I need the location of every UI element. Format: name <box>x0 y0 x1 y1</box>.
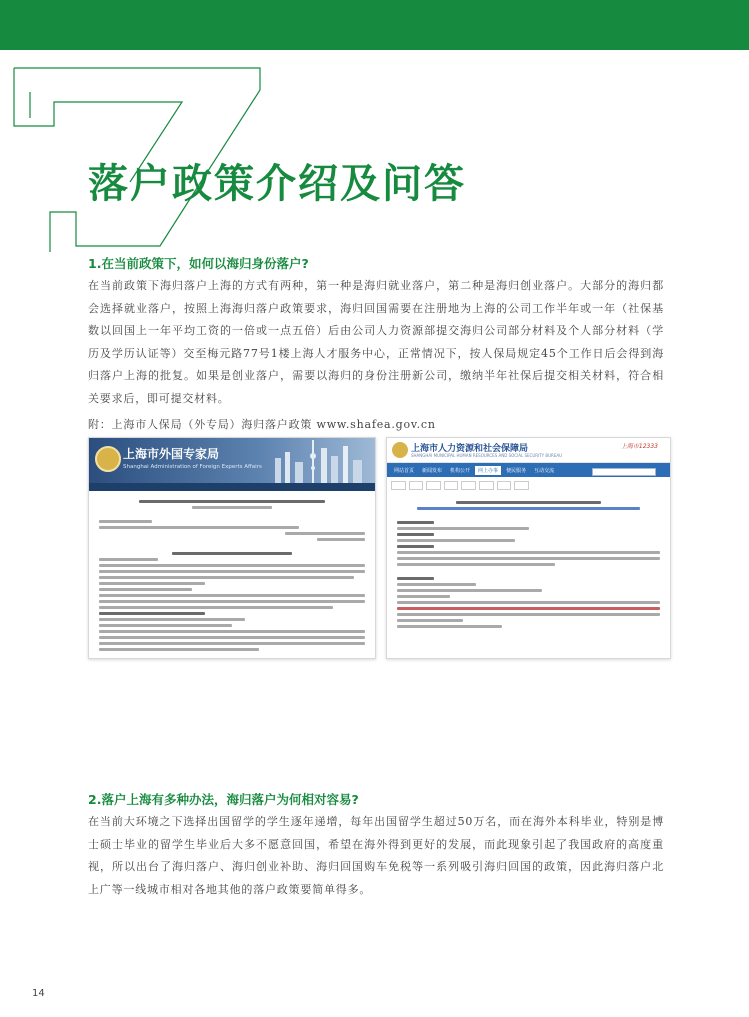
search-button[interactable] <box>657 468 664 476</box>
site-nav-bar <box>89 483 375 491</box>
answer-2-paragraph: 在当前大环境之下选择出国留学的学生逐年递增，每年出国留学生超过50万名，而在海外本科毕业，特别是博士硕士毕业的留学生毕业后大多不愿意回国，希望在海外得到更好的发展，而此现象引起了我国政府的高度重视，所以出台了海归落户、海归创业补助、海归回国购车免税等一系列吸引海归回国的政策，因此海归落户北上广等一线城市相对各地其他的落户政策要简单得多。 <box>88 815 664 896</box>
service-tab[interactable] <box>479 481 494 490</box>
service-tab[interactable] <box>409 481 424 490</box>
page-title: 落户政策介绍及问答 <box>88 161 466 207</box>
site-search-input[interactable] <box>592 468 656 476</box>
document-body <box>89 491 375 659</box>
question-1-heading: 1.在当前政策下，如何以海归身份落户? <box>88 256 309 271</box>
service-tab[interactable] <box>497 481 512 490</box>
city-skyline-icon <box>265 438 375 483</box>
service-tab[interactable] <box>426 481 441 490</box>
policy-reference-link[interactable]: 附：上海市人保局（外专局）海归落户政策 www.shafea.gov.cn <box>88 418 436 431</box>
answer-1-paragraph: 在当前政策下海归落户上海的方式有两种，第一种是海归就业落户，第二种是海归创业落户。大部分的海归都会选择就业落户，按照上海海归落户政策要求，海归回国需要在注册地为上海的公司工作半年或一年（社保基数以回国上一年平均工资的一倍或一点五倍）后由公司人力资源部提交海归公司部分材料及个人部分材料（学历及学历认证等）交至梅元路77号1楼上海人才服务中心，正常情况下，按人保局规定45个工作日后会得到海归落户上海的批复。如果是创业落户，需要以海归的身份注册新公司，缴纳半年社保后提交相关材料，符合相关要求后，即可提交材料。 <box>88 279 664 405</box>
nav-item[interactable]: 新闻发布 <box>422 467 443 474</box>
service-tabs <box>387 477 670 492</box>
nav-item-active[interactable]: 网上办事 <box>475 466 501 475</box>
emblem-icon <box>392 442 408 458</box>
page-number: 14 <box>32 988 45 999</box>
question-2-heading: 2.落户上海有多种办法，海归落户为何相对容易? <box>88 792 359 807</box>
nav-item[interactable]: 机构公开 <box>450 467 471 474</box>
service-tab[interactable] <box>444 481 459 490</box>
site-name: 上海市外国专家局 <box>123 447 220 461</box>
hotline-text: 上海市12333 <box>620 443 658 450</box>
emblem-icon <box>95 446 121 472</box>
top-green-bar <box>0 0 749 50</box>
service-tab[interactable] <box>514 481 529 490</box>
document-body <box>387 492 670 637</box>
nav-item[interactable]: 互动交流 <box>534 467 555 474</box>
service-tab[interactable] <box>461 481 476 490</box>
screenshot-human-resources-bureau <box>386 437 671 659</box>
nav-item[interactable]: 网站首页 <box>394 467 415 474</box>
service-tab[interactable] <box>391 481 406 490</box>
screenshot-foreign-experts-bureau <box>88 437 376 659</box>
site-name-english: SHANGHAI MUNICIPAL HUMAN RESOURCES AND SOCIAL SECURITY BUREAU <box>411 453 563 458</box>
nav-item[interactable]: 便民服务 <box>506 467 527 474</box>
site-name-english: Shanghai Administration of Foreign Experts Affairs <box>123 464 262 470</box>
site-header <box>89 438 375 483</box>
site-name: 上海市人力资源和社会保障局 <box>411 444 529 454</box>
site-header <box>387 438 670 463</box>
